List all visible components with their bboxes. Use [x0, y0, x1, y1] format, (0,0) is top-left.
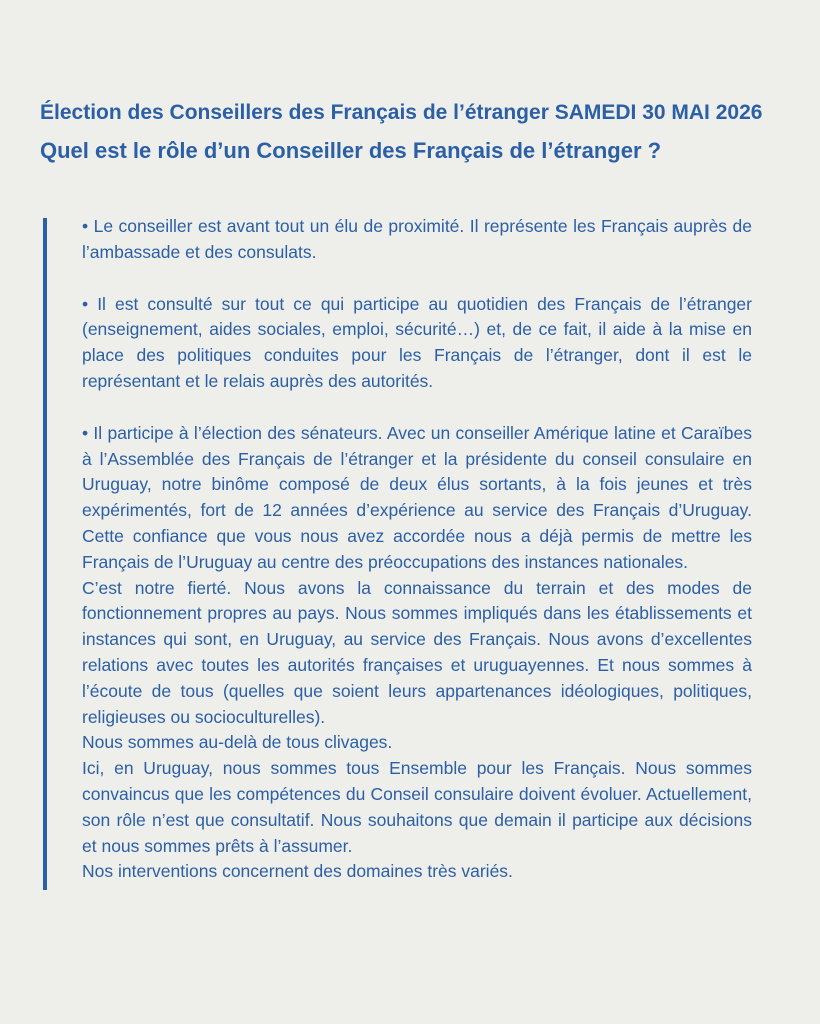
bullet-senateurs: • Il participe à l’élection des sénateurs. Avec un conseiller Amérique latine et Caraïbes à l’Assemblée des Français de l’étranger et la présidente du conseil consulaire en Uruguay, notre binôme composé de deux élus sortants, à la fois jeunes et très expérimentés, fort de 12 années d’expérience au service des Français d’Uruguay. Cette confiance que vous nous avez accordée nous a déjà permis de mettre les Français de l’Uruguay au centre des préoccupations des instances nationales. [82, 422, 752, 572]
election-title: Élection des Conseillers des Français de l’étranger SAMEDI 30 MAI 2026 [40, 101, 763, 124]
paragraph-clivages: Nous sommes au-delà de tous clivages. [82, 732, 393, 753]
bullet-consulte: • Il est consulté sur tout ce qui participe au quotidien des Français de l’étranger (enseignement, aides sociales, emploi, sécurité…) et, de ce fait, il aide à la mise en place des politiques conduites pour les Français de l’étranger, dont il est le représentant et le relais auprès des autorités. [82, 293, 752, 391]
accent-bar [43, 218, 47, 890]
article-body [82, 214, 752, 885]
paragraph-interventions: Nos interventions concernent des domaines très variés. [82, 861, 513, 882]
paragraph-fierte: C’est notre fierté. Nous avons la connaissance du terrain et des modes de fonctionnement propres au pays. Nous sommes impliqués dans les établissements et instances qui sont, en Uruguay, au service des Français. Nous avons d’excellentes relations avec toutes les autorités françaises et uruguayennes. Et nous sommes à l’écoute de tous (quelles que soient leurs appartenances idéologiques, politiques, religieuses ou socioculturelles). [82, 577, 752, 727]
paragraph-ensemble: Ici, en Uruguay, nous sommes tous Ensemble pour les Français. Nous sommes convaincus que les compétences du Conseil consulaire doivent évoluer. Actuellement, son rôle n’est que consultatif. Nous souhaitons que demain il participe aux décisions et nous sommes prêts à l’assumer. [82, 758, 752, 856]
role-question-title: Quel est le rôle d’un Conseiller des Français de l’étranger ? [40, 138, 662, 163]
bullet-proximite: • Le conseiller est avant tout un élu de proximité. Il représente les Français auprès de l’ambassade et des consulats. [82, 216, 752, 262]
header [40, 100, 800, 164]
